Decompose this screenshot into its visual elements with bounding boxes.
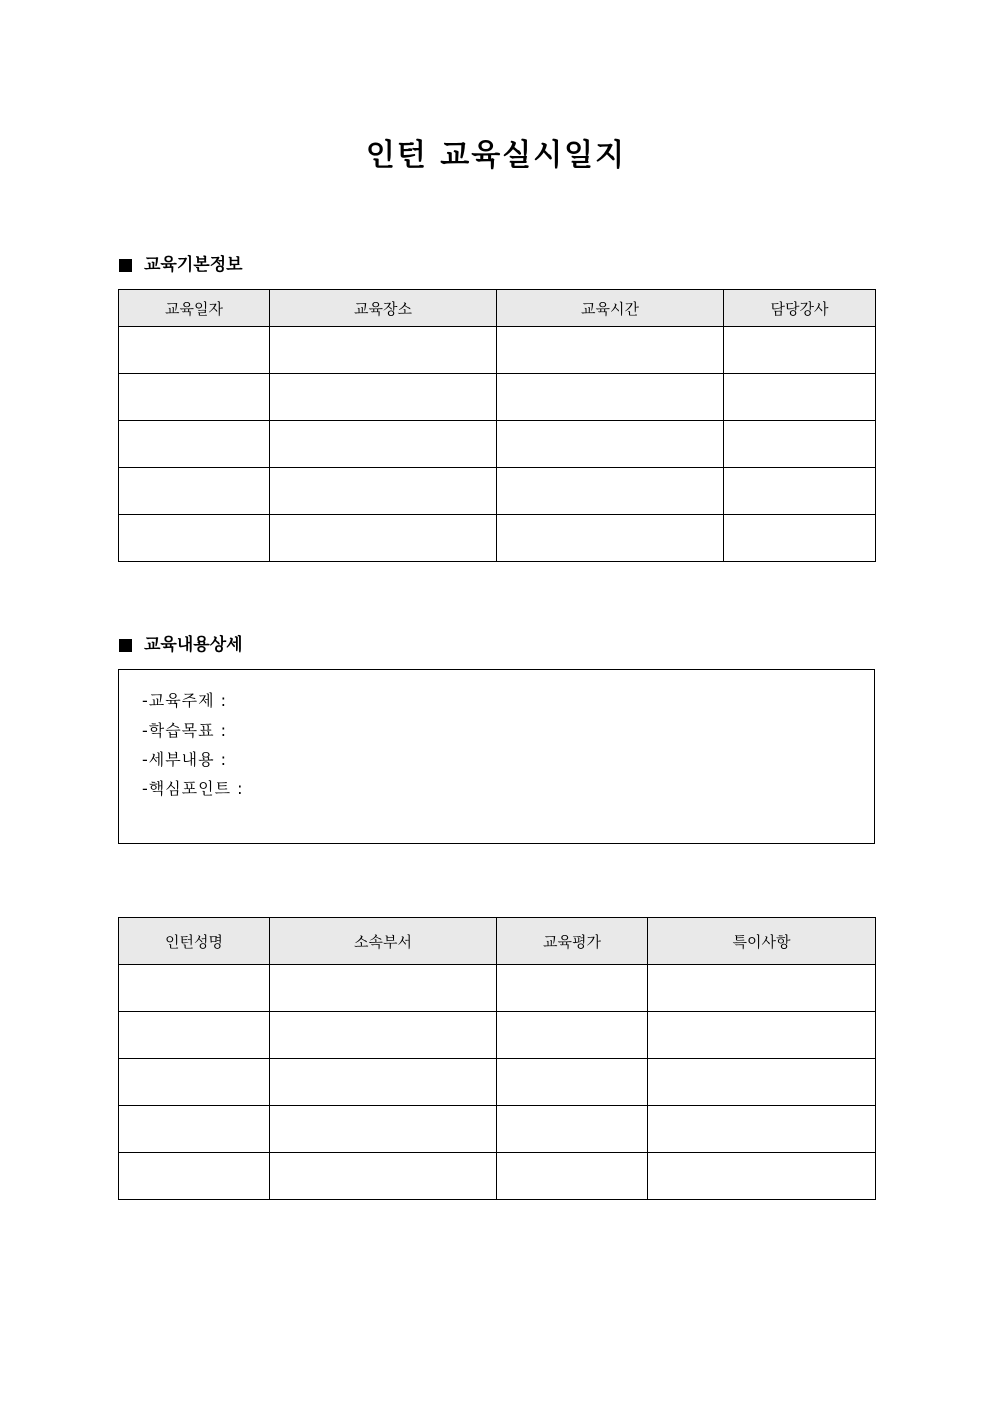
table-cell[interactable] xyxy=(270,1059,497,1106)
table-cell[interactable] xyxy=(497,374,724,421)
content-line-key-points: -핵심포인트 : xyxy=(142,779,244,798)
table-cell[interactable] xyxy=(119,1106,270,1153)
square-bullet-icon xyxy=(119,259,132,272)
table-cell[interactable] xyxy=(497,1059,648,1106)
table-cell[interactable] xyxy=(648,965,876,1012)
table-cell[interactable] xyxy=(119,1012,270,1059)
table-row xyxy=(119,515,876,562)
table-cell[interactable] xyxy=(724,515,876,562)
table-cell[interactable] xyxy=(270,1106,497,1153)
table-row xyxy=(119,1153,876,1200)
table-cell[interactable] xyxy=(270,1012,497,1059)
table-cell[interactable] xyxy=(270,421,497,468)
table-cell[interactable] xyxy=(724,327,876,374)
column-header-date: 교육일자 xyxy=(119,290,270,327)
table-cell[interactable] xyxy=(270,327,497,374)
intern-evaluation-table xyxy=(118,917,876,1200)
table-cell[interactable] xyxy=(497,1012,648,1059)
table-cell[interactable] xyxy=(119,515,270,562)
page-title: 인턴 교육실시일지 xyxy=(365,138,627,173)
content-line-topic: -교육주제 : xyxy=(142,691,228,710)
content-line-details: -세부내용 : xyxy=(142,750,228,769)
table-cell[interactable] xyxy=(270,468,497,515)
table-row xyxy=(119,374,876,421)
table-cell[interactable] xyxy=(119,327,270,374)
table-cell[interactable] xyxy=(724,468,876,515)
table-cell[interactable] xyxy=(119,1153,270,1200)
table-cell[interactable] xyxy=(497,965,648,1012)
section-heading-basic-info xyxy=(119,253,243,277)
content-line-goal: -학습목표 : xyxy=(142,721,228,740)
basic-info-table xyxy=(118,289,876,562)
table-cell[interactable] xyxy=(648,1012,876,1059)
table-row xyxy=(119,1106,876,1153)
table-cell[interactable] xyxy=(119,374,270,421)
table-header-row xyxy=(119,290,876,327)
table-row xyxy=(119,1012,876,1059)
table-row xyxy=(119,421,876,468)
table-cell[interactable] xyxy=(648,1059,876,1106)
table-cell[interactable] xyxy=(497,1153,648,1200)
column-header-department: 소속부서 xyxy=(270,918,497,965)
square-bullet-icon xyxy=(119,639,132,652)
section-heading-label: 교육내용상세 xyxy=(144,635,243,655)
column-header-intern-name: 인턴성명 xyxy=(119,918,270,965)
table-cell[interactable] xyxy=(724,421,876,468)
table-cell[interactable] xyxy=(270,374,497,421)
table-cell[interactable] xyxy=(497,515,724,562)
table-cell[interactable] xyxy=(119,421,270,468)
content-detail-box[interactable] xyxy=(118,669,875,844)
table-row xyxy=(119,468,876,515)
table-cell[interactable] xyxy=(497,421,724,468)
table-cell[interactable] xyxy=(270,515,497,562)
table-cell[interactable] xyxy=(724,374,876,421)
table-cell[interactable] xyxy=(497,1106,648,1153)
section-heading-label: 교육기본정보 xyxy=(144,255,243,275)
table-header-row xyxy=(119,918,876,965)
section-heading-content-detail xyxy=(119,633,243,657)
table-row xyxy=(119,965,876,1012)
table-cell[interactable] xyxy=(497,468,724,515)
table-cell[interactable] xyxy=(648,1106,876,1153)
table-cell[interactable] xyxy=(497,327,724,374)
column-header-location: 교육장소 xyxy=(270,290,497,327)
table-cell[interactable] xyxy=(270,1153,497,1200)
table-cell[interactable] xyxy=(270,965,497,1012)
column-header-instructor: 담당강사 xyxy=(724,290,876,327)
column-header-time: 교육시간 xyxy=(497,290,724,327)
column-header-evaluation: 교육평가 xyxy=(497,918,648,965)
column-header-remarks: 특이사항 xyxy=(648,918,876,965)
table-row xyxy=(119,1059,876,1106)
table-cell[interactable] xyxy=(119,468,270,515)
table-cell[interactable] xyxy=(119,1059,270,1106)
table-row xyxy=(119,327,876,374)
table-cell[interactable] xyxy=(648,1153,876,1200)
table-cell[interactable] xyxy=(119,965,270,1012)
